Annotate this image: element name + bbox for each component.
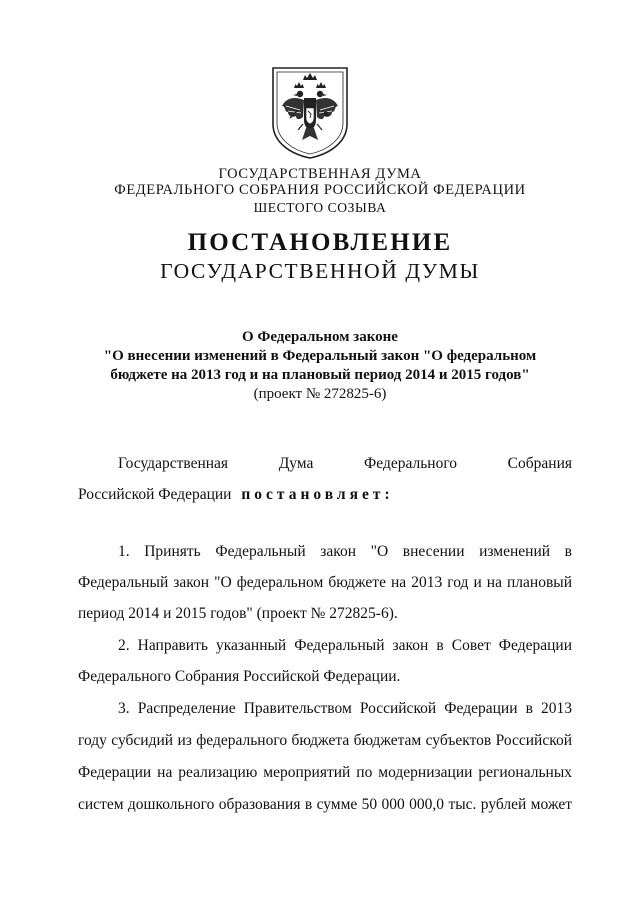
paragraph-3-line-2: году субсидий из федерального бюджета бюджетам субъектов Российской	[78, 732, 572, 749]
document-title: ПОСТАНОВЛЕНИЕ	[187, 229, 453, 256]
intro-line-2	[78, 485, 394, 504]
subject-project-number: (проект № 272825-6)	[253, 386, 387, 402]
coat-of-arms-emblem	[270, 66, 350, 160]
subject-line-1: О Федеральном законе	[242, 329, 398, 345]
paragraph-3-line-3: Федерации на реализацию мероприятий по модернизации региональных	[78, 764, 572, 781]
paragraph-1-line-1: 1. Принять Федеральный закон "О внесении изменений в	[118, 543, 572, 560]
paragraph-2-line-2: Федерального Собрания Российской Федерации.	[78, 668, 401, 685]
document-subtitle: ГОСУДАРСТВЕННОЙ ДУМЫ	[160, 259, 480, 283]
intro-line-2-text: Российской Федерации	[78, 486, 232, 503]
paragraph-3-line-1: 3. Распределение Правительством Российской Федерации в 2013	[118, 700, 572, 717]
subject-line-2: "О внесении изменений в Федеральный закон "О федеральном	[103, 348, 537, 364]
subject-line-3: бюджете на 2013 год и на плановый период 2014 и 2015 годов"	[110, 367, 530, 383]
paragraph-1-line-2: Федеральный закон "О федеральном бюджете на 2013 год и на плановый	[78, 574, 572, 591]
header-line-convocation: ШЕСТОГО СОЗЫВА	[253, 200, 387, 215]
paragraph-1-line-3: период 2014 и 2015 годов" (проект № 272825-6).	[78, 605, 398, 622]
paragraph-2-line-1: 2. Направить указанный Федеральный закон в Совет Федерации	[118, 637, 572, 654]
paragraph-3-line-4: систем дошкольного образования в сумме 50 000 000,0 тыс. рублей может	[78, 796, 572, 813]
header-line-federal-assembly: ФЕДЕРАЛЬНОГО СОБРАНИЯ РОССИЙСКОЙ ФЕДЕРАЦИИ	[114, 182, 526, 198]
decree-word: постановляет:	[241, 486, 394, 503]
intro-line-1: Государственная Дума Федерального Собрания	[118, 455, 572, 472]
header-line-duma: ГОСУДАРСТВЕННАЯ ДУМА	[218, 166, 422, 182]
